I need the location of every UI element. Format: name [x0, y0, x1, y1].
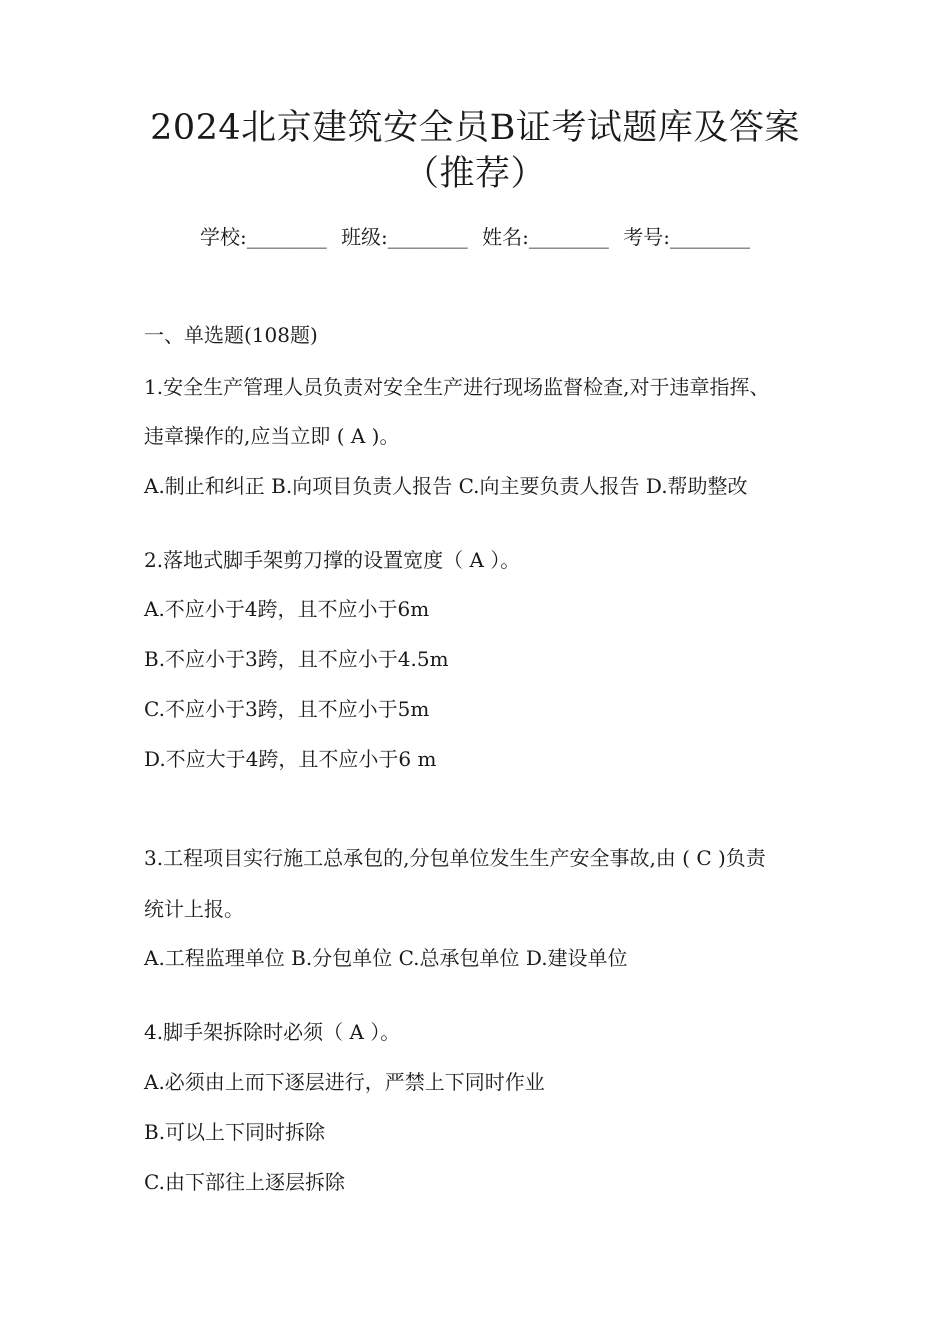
question-1-options: A.制止和纠正 B.向项目负责人报告 C.向主要负责人报告 D.帮助整改 [144, 474, 748, 498]
document-title-line1: 2024北京建筑安全员B证考试题库及答案 [150, 108, 800, 148]
exam-number-field: 考号:________ [623, 225, 751, 249]
student-info-line [0, 222, 950, 252]
question-3-stem-line1: 3.工程项目实行施工总承包的,分包单位发生生产安全事故,由 ( C )负责 [144, 846, 766, 870]
question-4-option-a: A.必须由上而下逐层进行，严禁上下同时作业 [144, 1070, 545, 1094]
section-heading: 一、单选题(108题) [144, 323, 318, 347]
class-field: 班级:________ [341, 225, 468, 249]
question-4-option-c: C.由下部往上逐层拆除 [144, 1170, 345, 1194]
question-2-option-d: D.不应大于4跨，且不应小于6 m [144, 747, 437, 771]
question-4-option-b: B.可以上下同时拆除 [144, 1120, 326, 1144]
name-field: 姓名:________ [482, 225, 609, 249]
question-2-option-c: C.不应小于3跨，且不应小于5m [144, 697, 430, 721]
school-field: 学校:________ [199, 225, 327, 249]
question-1-stem-line2: 违章操作的,应当立即 ( A )。 [144, 424, 400, 448]
question-2-option-b: B.不应小于3跨，且不应小于4.5m [144, 647, 449, 671]
document-title-line2: （推荐） [403, 154, 546, 194]
question-4-stem: 4.脚手架拆除时必须（ A ）。 [144, 1020, 401, 1044]
question-3-options: A.工程监理单位 B.分包单位 C.总承包单位 D.建设单位 [144, 946, 628, 970]
question-1-stem-line1: 1.安全生产管理人员负责对安全生产进行现场监督检查,对于违章指挥、 [144, 375, 770, 399]
question-2-stem: 2.落地式脚手架剪刀撑的设置宽度（ A ）。 [144, 548, 521, 572]
question-3-stem-line2: 统计上报。 [144, 897, 244, 921]
question-2-option-a: A.不应小于4跨，且不应小于6m [144, 597, 430, 621]
